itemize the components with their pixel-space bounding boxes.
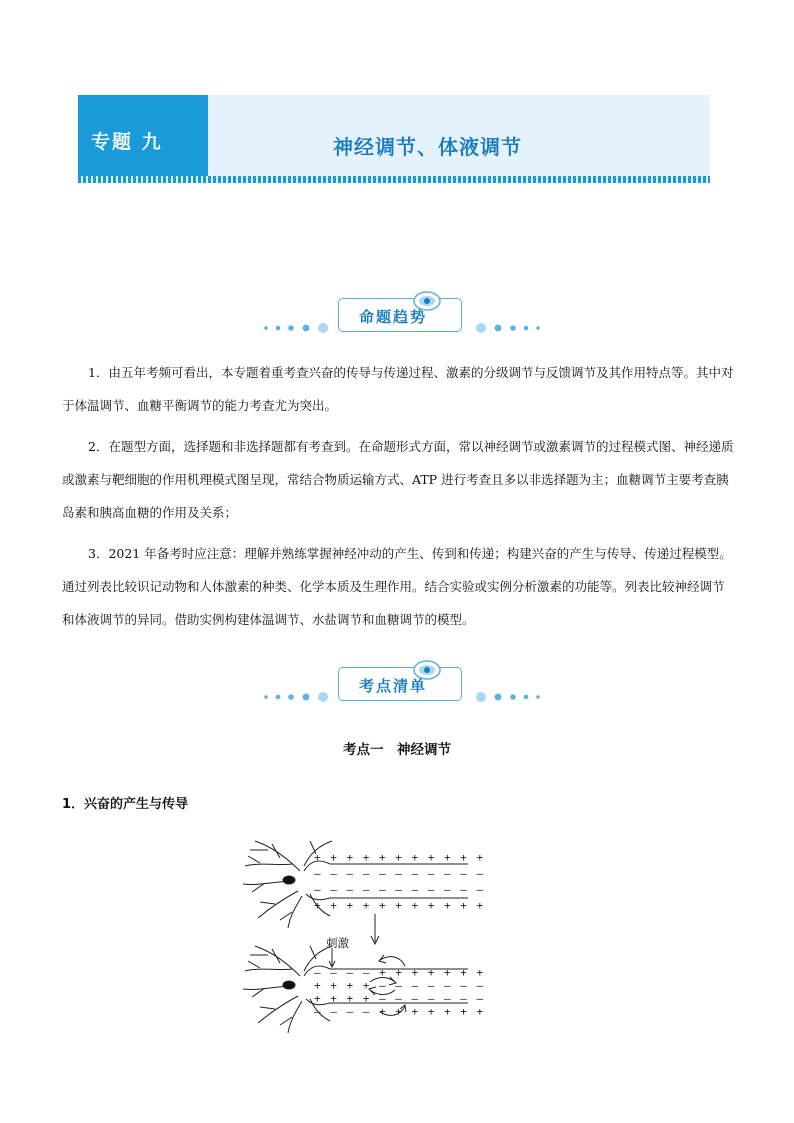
topic-banner — [78, 95, 710, 183]
dots-decoration-left — [260, 691, 332, 703]
kaodian-subtitle: 1．兴奋的产生与传导 — [62, 797, 189, 812]
charge-row-top-1: + + + + + + + + + + + — [314, 851, 485, 864]
stimulus-label: 刺激 — [326, 936, 349, 950]
paragraph-3: 3．2021 年备考时应注意：理解并熟练掌握神经冲动的产生、传到和传递；构建兴奋的产生与传导、传递过程模型。通过列表比较识记动物和人体激素的种类、化学本质及生理作用。结合实验或实例分析激素的功能等。列表比较神经调节和体液调节的异同。借助实例构建体温调节、水盐调节和血糖调节的模型。 — [62, 546, 732, 627]
section-label-box — [338, 298, 462, 332]
section-label: 考点清单 — [359, 677, 428, 695]
banner-stripe — [78, 176, 710, 183]
charge-row-bottom-3: + + + + – – – – – – – — [314, 992, 485, 1005]
charge-row-top-2: – – – – – – – – – – – — [314, 867, 485, 880]
charge-row-bottom-1: – – – – + + + + + + + — [314, 966, 485, 979]
neuron-excitation-figure — [240, 836, 485, 1048]
charge-row-bottom-2: + + + + – – – – – – – — [314, 979, 485, 992]
section-head-checklist — [250, 665, 540, 705]
topic-label: 专题 九 — [91, 131, 163, 153]
charge-row-top-4: + + + + + + + + + + + — [314, 899, 485, 912]
section-label: 命题趋势 — [359, 308, 428, 326]
charge-row-bottom-4: – – – – + + + + + + + — [314, 1005, 485, 1018]
paragraph-1: 1．由五年考频可看出，本专题着重考查兴奋的传导与传递过程、激素的分级调节与反馈调节及其作用特点等。其中对于体温调节、血糖平衡调节的能力考查尤为突出。 — [62, 365, 734, 413]
charge-row-top-3: – – – – – – – – – – – — [314, 883, 485, 896]
dots-decoration-left — [260, 322, 332, 334]
section-label-box — [338, 667, 462, 701]
dots-decoration-right — [472, 691, 544, 703]
page-title: 神经调节、体液调节 — [333, 135, 522, 159]
topic-label-block — [78, 95, 208, 183]
kaodian-title: 考点一 神经调节 — [343, 742, 451, 758]
paragraph-2: 2．在题型方面，选择题和非选择题都有考查到。在命题形式方面，常以神经调节或激素调节的过程模式图、神经递质或激素与靶细胞的作用机理模式图呈现，常结合物质运输方式、ATP 进行考查且多以非选择题为主；血糖调节主要考查胰岛素和胰高血糖的作用及关系； — [62, 439, 734, 520]
section-head-trend — [250, 296, 540, 336]
dots-decoration-right — [472, 322, 544, 334]
